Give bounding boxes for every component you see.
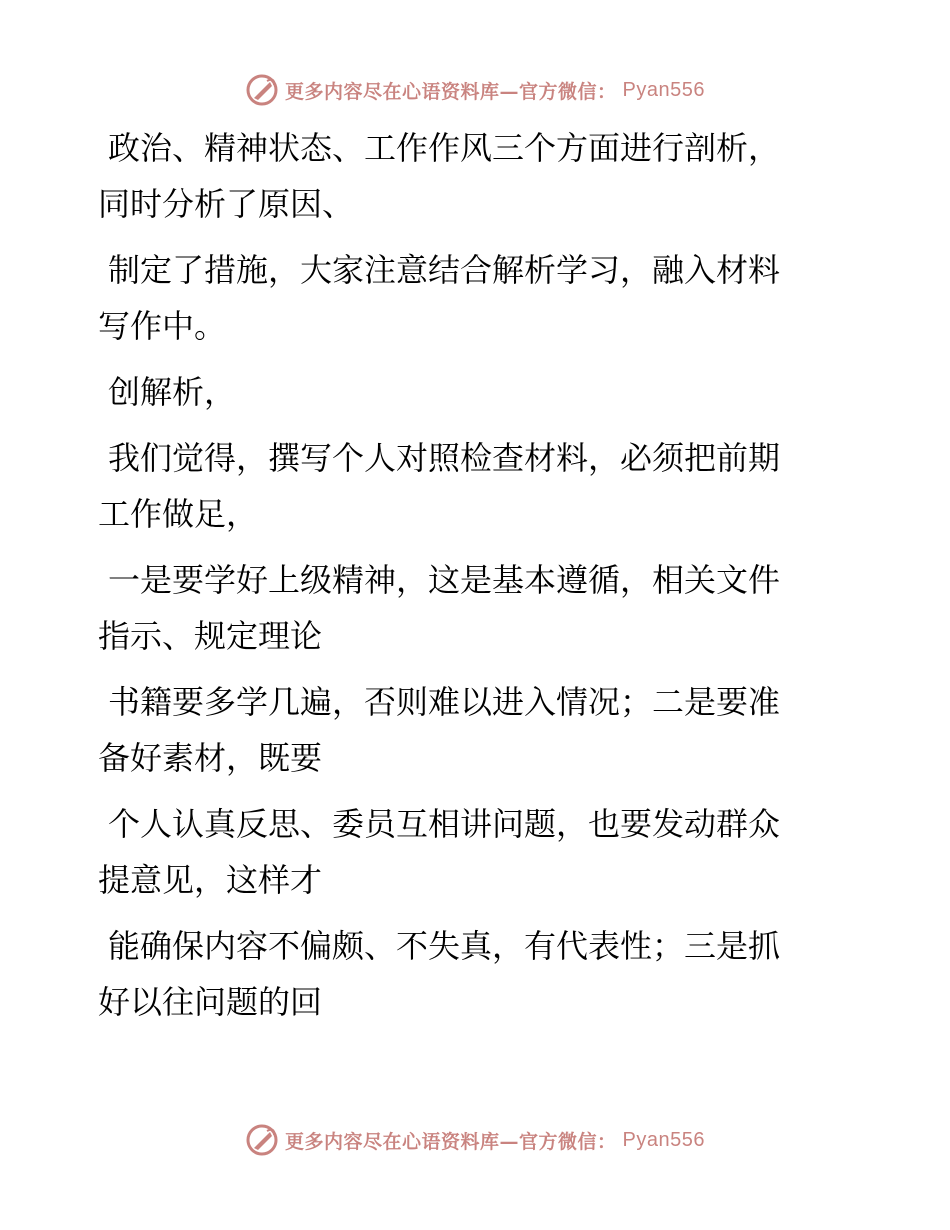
paragraph-2: [98, 242, 858, 354]
text-line: 创解析，: [108, 373, 237, 411]
text-line: 个人认真反思、委员互相讲问题，也要发动群众: [108, 805, 781, 843]
paragraph-1: [98, 120, 858, 232]
text-line: 制定了措施，大家注意结合解析学习，融入材料: [108, 251, 781, 289]
paragraph-6: [98, 674, 858, 786]
text-line: 一是要学好上级精神，这是基本遵循，相关文件: [108, 561, 781, 599]
watermark-account: Pyan556: [622, 78, 705, 101]
text-line: 同时分析了原因、: [98, 185, 355, 223]
text-line: 政治、精神状态、工作作风三个方面进行剖析，: [108, 129, 781, 167]
text-line: 写作中。: [98, 307, 227, 345]
text-line: 书籍要多学几遍，否则难以进入情况；二是要准: [108, 683, 781, 721]
text-line: 指示、规定理论: [98, 617, 323, 655]
paragraph-5: [98, 552, 858, 664]
text-line: 能确保内容不偏颇、不失真，有代表性；三是抓: [108, 927, 781, 965]
quill-pen-logo-icon: [245, 73, 279, 107]
paragraph-7: [98, 796, 858, 908]
document-body: [98, 120, 858, 1040]
footer-watermark: [0, 1120, 950, 1160]
paragraph-4: [98, 430, 858, 542]
quill-pen-logo-icon: [245, 1123, 279, 1157]
watermark-text: 更多内容尽在心语资料库—官方微信：: [285, 80, 617, 103]
paragraph-8: [98, 918, 858, 1030]
paragraph-3: [98, 364, 858, 420]
text-line: 我们觉得，撰写个人对照检查材料，必须把前期: [108, 439, 781, 477]
text-line: 备好素材，既要: [98, 739, 323, 777]
header-watermark: [0, 70, 950, 110]
watermark-text: 更多内容尽在心语资料库—官方微信：: [285, 1130, 617, 1153]
text-line: 工作做足，: [98, 495, 259, 533]
text-line: 提意见，这样才: [98, 861, 323, 899]
text-line: 好以往问题的回: [98, 983, 323, 1021]
watermark-account: Pyan556: [622, 1128, 705, 1151]
